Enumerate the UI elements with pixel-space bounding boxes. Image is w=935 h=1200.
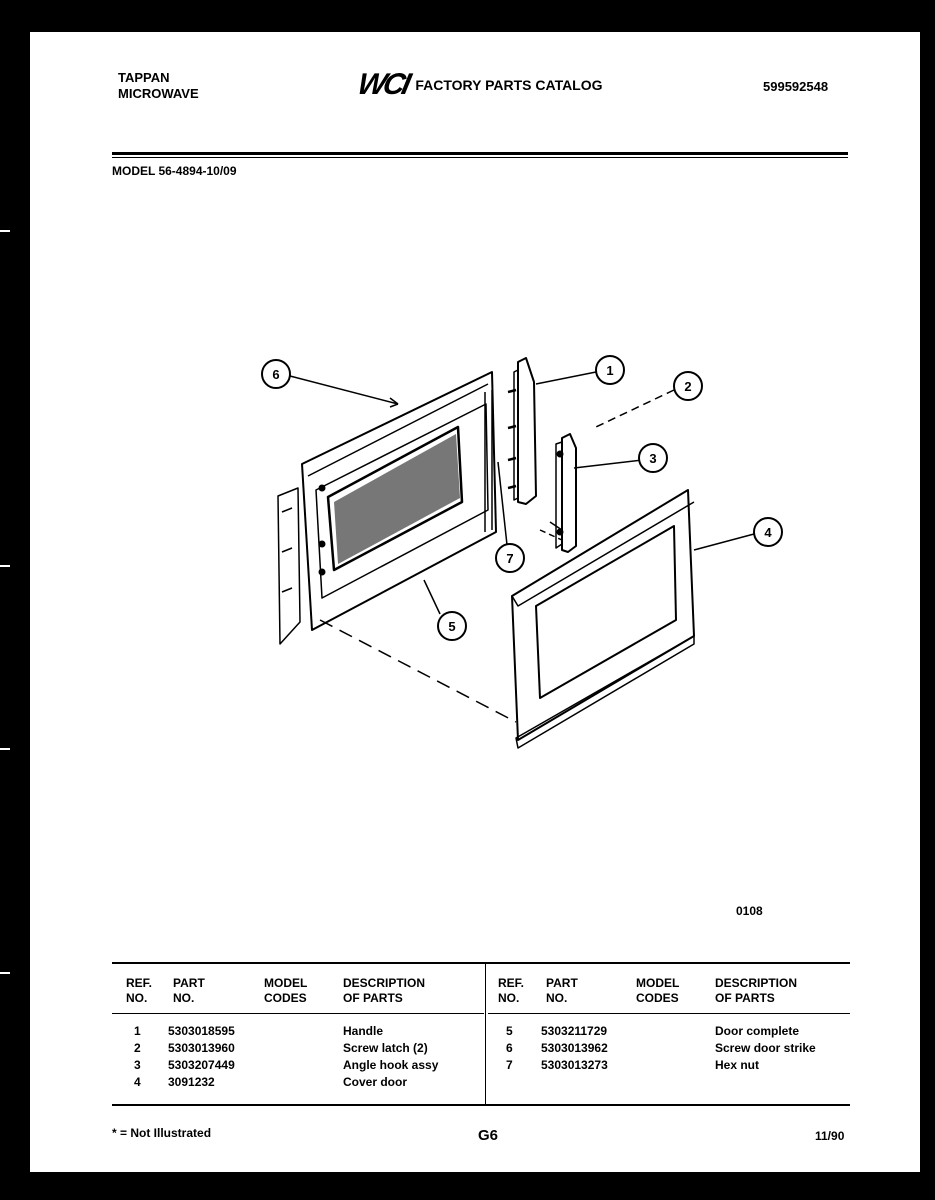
- ref-cell: 7: [506, 1058, 513, 1072]
- figure-number: 0108: [736, 904, 763, 918]
- table-top-rule: [112, 962, 850, 964]
- ref-cell: 5: [506, 1024, 513, 1038]
- callout-6-label: 6: [272, 367, 280, 382]
- desc-cell: Angle hook assy: [343, 1058, 439, 1072]
- edge-mark: [0, 748, 10, 750]
- footnote: * = Not Illustrated: [112, 1126, 212, 1140]
- revision-date: 11/90: [815, 1129, 845, 1143]
- page-number: G6: [478, 1127, 499, 1144]
- desc-cell: Screw latch (2): [343, 1041, 428, 1055]
- callout-5-label: 5: [448, 619, 456, 634]
- col-header-ref: REF. NO.: [126, 976, 153, 1005]
- ref-cell: 1: [134, 1024, 141, 1038]
- catalog-number: 599592548: [763, 79, 829, 94]
- callout-2-label: 2: [684, 379, 692, 394]
- ref-cell: 4: [134, 1075, 141, 1089]
- ref-cell: 6: [506, 1041, 513, 1055]
- exploded-diagram: [30, 32, 920, 892]
- brand-line-1: TAPPAN: [118, 70, 170, 85]
- callout-5: [438, 612, 466, 640]
- callout-7-label: 7: [506, 551, 514, 566]
- edge-mark: [0, 972, 10, 974]
- col-header-model: MODEL CODES: [264, 976, 308, 1005]
- callout-4: [754, 518, 782, 546]
- callout-7: [496, 544, 524, 572]
- header-underline-right: [488, 1013, 850, 1014]
- ref-cell: 2: [134, 1041, 141, 1055]
- table-bottom-rule: [112, 1104, 850, 1106]
- desc-cell: Hex nut: [715, 1058, 760, 1072]
- header-underline-left: [112, 1013, 484, 1014]
- desc-cell: Handle: [343, 1024, 384, 1038]
- col-header-model: MODEL CODES: [636, 976, 680, 1005]
- model-number: MODEL 56-4894-10/09: [112, 164, 237, 178]
- table-divider: [485, 964, 486, 1104]
- col-header-desc: DESCRIPTION OF PARTS: [343, 976, 426, 1005]
- brand-line-2: MICROWAVE: [118, 86, 199, 101]
- part-cell: 5303207449: [168, 1058, 235, 1072]
- part-cell: 5303018595: [168, 1024, 235, 1038]
- part-cell: 5303211729: [541, 1024, 608, 1038]
- part-cell: 3091232: [168, 1075, 215, 1089]
- callout-3: [639, 444, 667, 472]
- callout-1: [596, 356, 624, 384]
- col-header-part: PART NO.: [173, 976, 205, 1005]
- handle-part: [508, 358, 536, 504]
- callout-4-label: 4: [764, 525, 772, 540]
- angle-hook-part: [550, 434, 576, 552]
- edge-mark: [0, 230, 10, 232]
- cover-door-part: [512, 490, 694, 748]
- part-cell: 5303013962: [541, 1041, 608, 1055]
- edge-mark: [0, 565, 10, 567]
- catalog-title: FACTORY PARTS CATALOG: [415, 77, 603, 93]
- callout-2: [674, 372, 702, 400]
- callout-6: [262, 360, 290, 388]
- callout-3-label: 3: [649, 451, 657, 466]
- ref-cell: 3: [134, 1058, 141, 1072]
- desc-cell: Screw door strike: [715, 1041, 816, 1055]
- col-header-desc: DESCRIPTION OF PARTS: [715, 976, 798, 1005]
- part-cell: 5303013960: [168, 1041, 235, 1055]
- desc-cell: Door complete: [715, 1024, 800, 1038]
- catalog-page: [30, 32, 920, 1172]
- col-header-part: PART NO.: [546, 976, 578, 1005]
- part-cell: 5303013273: [541, 1058, 608, 1072]
- desc-cell: Cover door: [343, 1075, 408, 1089]
- col-header-ref: REF. NO.: [498, 976, 525, 1005]
- wci-logo: WCI: [354, 68, 411, 101]
- callout-1-label: 1: [606, 363, 614, 378]
